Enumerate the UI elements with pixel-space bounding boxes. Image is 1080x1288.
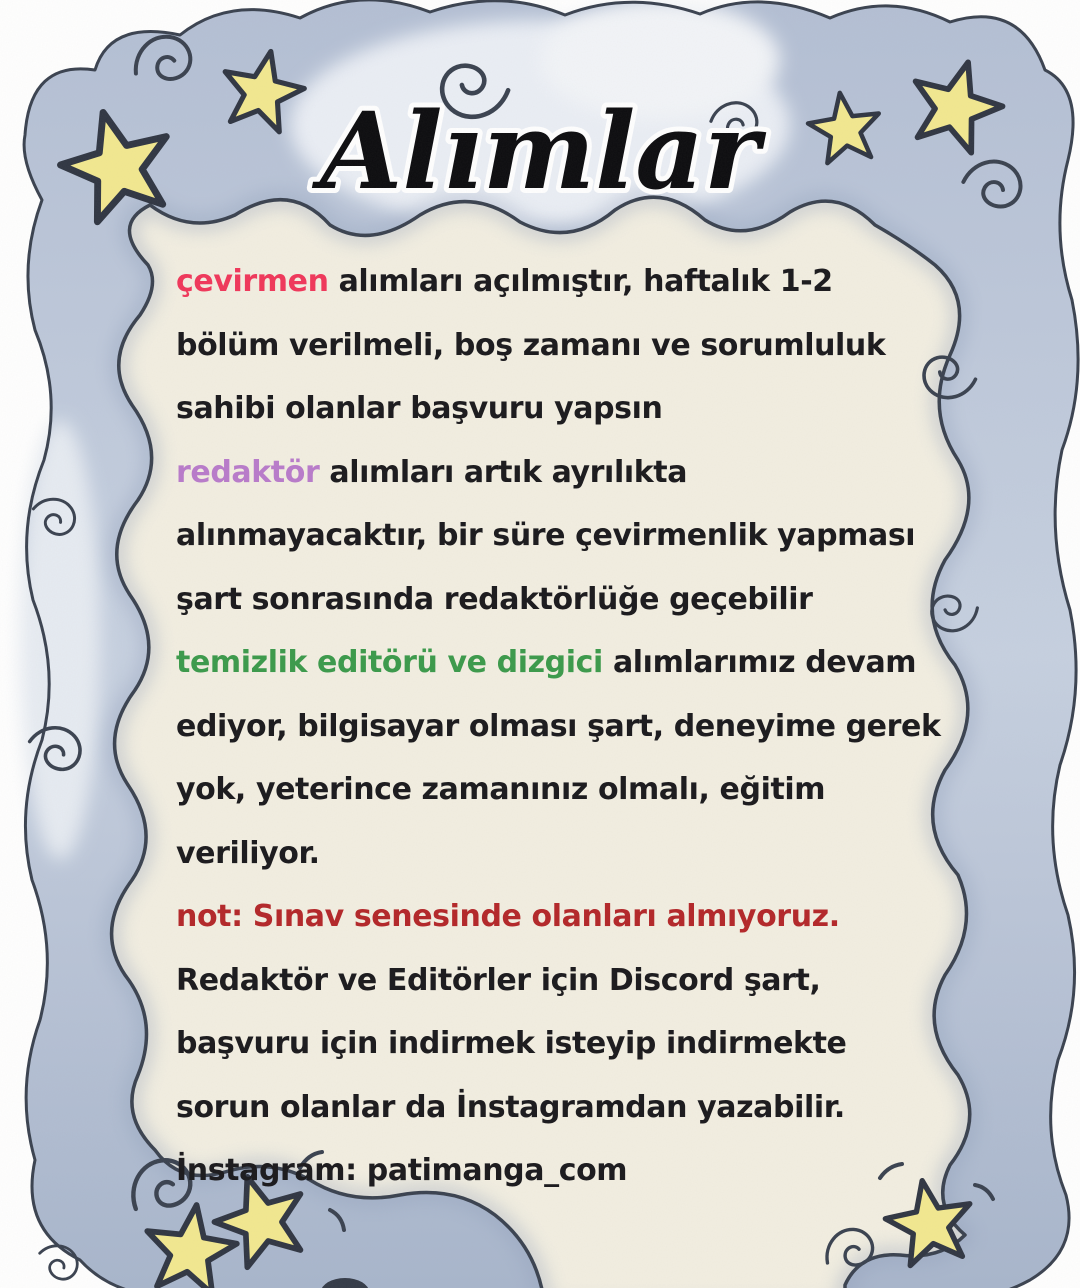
announcement-line [176, 758, 996, 822]
announcement-line [176, 441, 996, 505]
text-segment: alımları artık ayrılıkta [329, 454, 688, 490]
text-segment: alınmayacaktır, bir süre çevirmenlik yapması [176, 518, 916, 553]
announcement-line [176, 1012, 996, 1076]
text-segment: yok, yeterince zamanınız olmalı, eğitim [176, 772, 826, 807]
announcement-text [176, 250, 996, 1203]
text-segment: İnstagram: patimanga_com [176, 1153, 628, 1188]
highlight-keyword: temizlik editörü ve dizgici [176, 645, 613, 680]
announcement-line [176, 568, 996, 632]
text-segment: alımları açılmıştır, haftalık 1-2 [338, 264, 833, 299]
text-segment: Redaktör ve Editörler için Discord şart, [176, 962, 821, 998]
announcement-line [176, 949, 996, 1013]
text-segment: bölüm verilmeli, boş zamanı ve sorumluluk [176, 327, 886, 363]
text-segment: sorun olanlar da İnstagramdan yazabilir. [176, 1089, 845, 1125]
announcement-line [176, 885, 996, 949]
text-segment: alımlarımız devam [612, 645, 917, 680]
text-segment: başvuru için indirmek isteyip indirmekte [176, 1026, 847, 1061]
text-segment: veriliyor. [176, 835, 320, 871]
announcement-line [176, 314, 996, 378]
text-segment: sahibi olanlar başvuru yapsın [176, 391, 663, 426]
announcement-line [176, 695, 996, 759]
announcement-line [176, 631, 996, 695]
text-segment: şart sonrasında redaktörlüğe geçebilir [176, 581, 813, 617]
highlight-keyword: çevirmen [176, 264, 339, 299]
highlight-keyword: redaktör [176, 454, 330, 490]
announcement-line [176, 250, 996, 314]
announcement-line [176, 822, 996, 886]
announcement-line [176, 504, 996, 568]
announcement-line [176, 1139, 996, 1203]
announcement-line [176, 1076, 996, 1140]
announcement-line [176, 377, 996, 441]
text-segment: ediyor, bilgisayar olması şart, deneyime gerek [176, 708, 941, 744]
highlight-keyword: not: Sınav senesinde olanları almıyoruz. [176, 899, 840, 934]
